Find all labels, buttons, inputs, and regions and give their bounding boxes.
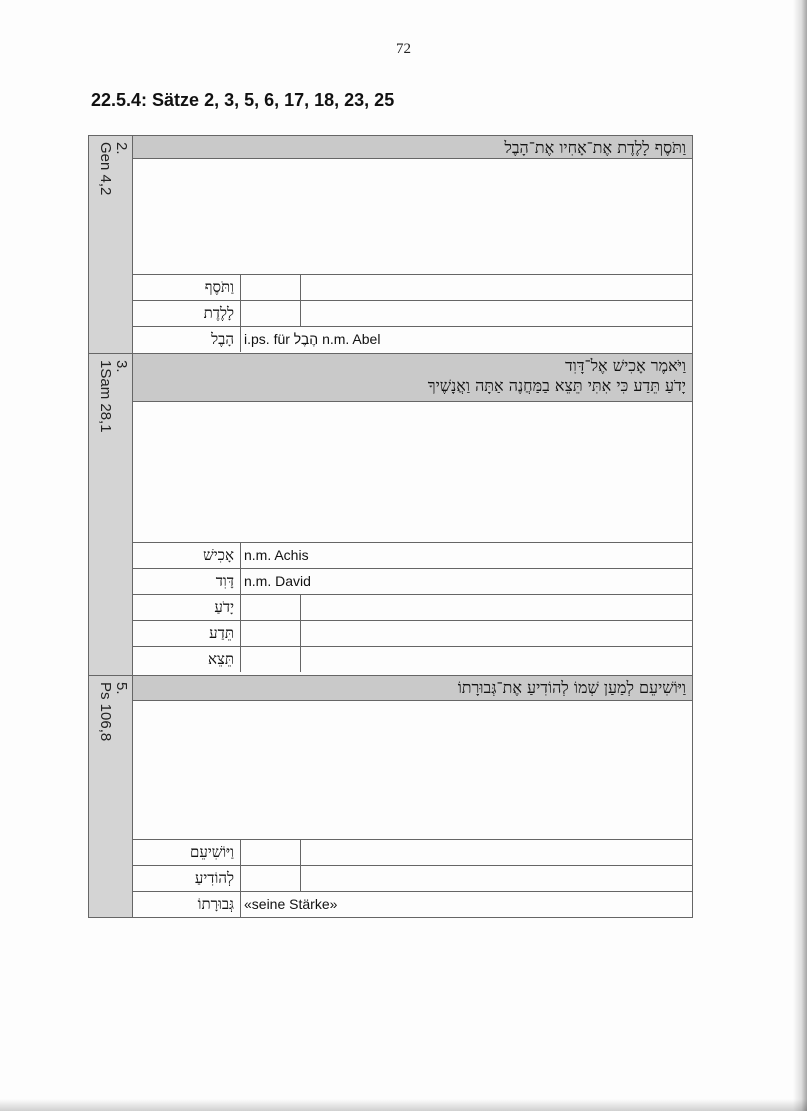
exercise-reference: 1Sam 28,1 (97, 360, 114, 433)
vocab-word: וַיּוֹשִׁיעֵם (133, 840, 241, 865)
vocab-word: לְהוֹדִיעַ (133, 866, 241, 891)
translation-space[interactable] (133, 402, 692, 543)
exercise-main (133, 676, 692, 917)
vocab-row (133, 568, 692, 594)
vocab-row (133, 620, 692, 646)
vocab-word: לָלֶדֶת (133, 301, 241, 326)
vocab-row (133, 891, 692, 917)
vocab-table (133, 274, 692, 353)
vocab-gloss: n.m. David (244, 573, 311, 589)
exercise-reference: Gen 4,2 (97, 142, 114, 196)
exercise-block (88, 135, 693, 354)
vocab-parse-cell[interactable] (241, 866, 301, 891)
hebrew-verse (133, 354, 692, 402)
exercise-reference: Ps 106,8 (97, 682, 114, 742)
exercise-block (88, 353, 693, 676)
vocab-row (133, 594, 692, 620)
vocab-row (133, 839, 692, 865)
section-heading: 22.5.4: Sätze 2, 3, 5, 6, 17, 18, 23, 25 (91, 90, 395, 110)
exercise-number: 2. (113, 142, 130, 155)
vocab-table (133, 542, 692, 675)
vocab-gloss: i.ps. für הֶבֶל n.m. Abel (244, 331, 381, 347)
verse-line: וַתֹּסֶף לָלֶדֶת אֶת־אָחִיו אֶת־הָבֶל (504, 138, 686, 157)
exercise-label (97, 682, 129, 741)
vocab-parse-cell[interactable] (241, 647, 301, 672)
vocab-row (133, 865, 692, 891)
vocab-word: יָדֹעַ (133, 595, 241, 620)
exercise-label (97, 360, 129, 433)
vocab-word: אָכִישׁ (133, 543, 241, 568)
vocab-row (133, 326, 692, 352)
exercise-block (88, 675, 693, 918)
page-edge-shadow (793, 0, 807, 1111)
exercise-sidebar (89, 676, 133, 917)
vocab-word: גְּבוּרָתוֹ (133, 892, 241, 917)
vocab-parse-cell[interactable] (241, 301, 301, 326)
exercise-main (133, 354, 692, 675)
vocab-table (133, 839, 692, 917)
vocab-word: הָבֶל (133, 327, 241, 352)
vocab-parse-cell[interactable] (241, 595, 301, 620)
page-bottom-shadow (0, 1099, 807, 1111)
exercise-sidebar (89, 354, 133, 675)
vocab-word: דָּוִד (133, 569, 241, 594)
verse-line: יָדֹעַ תֵּדַע כִּי אִתִּי תֵּצֵא בַמַּחֲנֶה אַתָּה וַאֲנָשֶׁיךָ (427, 376, 686, 395)
vocab-row (133, 274, 692, 300)
exercise-main (133, 136, 692, 353)
vocab-gloss: «seine Stärke» (244, 896, 338, 912)
vocab-word: תֵּדַע (133, 621, 241, 646)
exercise-label (97, 142, 129, 195)
vocab-row (133, 646, 692, 672)
translation-space[interactable] (133, 159, 692, 274)
vocab-parse-cell[interactable] (241, 840, 301, 865)
hebrew-verse (133, 136, 692, 159)
exercise-number: 3. (113, 360, 130, 373)
verse-line: וַיּוֹשִׁיעֵם לְמַעַן שְׁמוֹ לְהוֹדִיעַ אֶת־גְּבוּרָתוֹ (457, 678, 686, 697)
page-number: 72 (396, 41, 411, 57)
vocab-word: וַתֹּסֶף (133, 275, 241, 300)
vocab-word: תֵּצֵא (133, 647, 241, 672)
exercise-sidebar (89, 136, 133, 353)
vocab-parse-cell[interactable] (241, 275, 301, 300)
translation-space[interactable] (133, 701, 692, 840)
hebrew-verse (133, 676, 692, 701)
verse-line: וַיֹּאמֶר אָכִישׁ אֶל־דָּוִד (564, 356, 686, 375)
vocab-row (133, 542, 692, 568)
vocab-parse-cell[interactable] (241, 621, 301, 646)
vocab-row (133, 300, 692, 326)
exercise-number: 5. (113, 682, 130, 695)
vocab-gloss: n.m. Achis (244, 547, 309, 563)
